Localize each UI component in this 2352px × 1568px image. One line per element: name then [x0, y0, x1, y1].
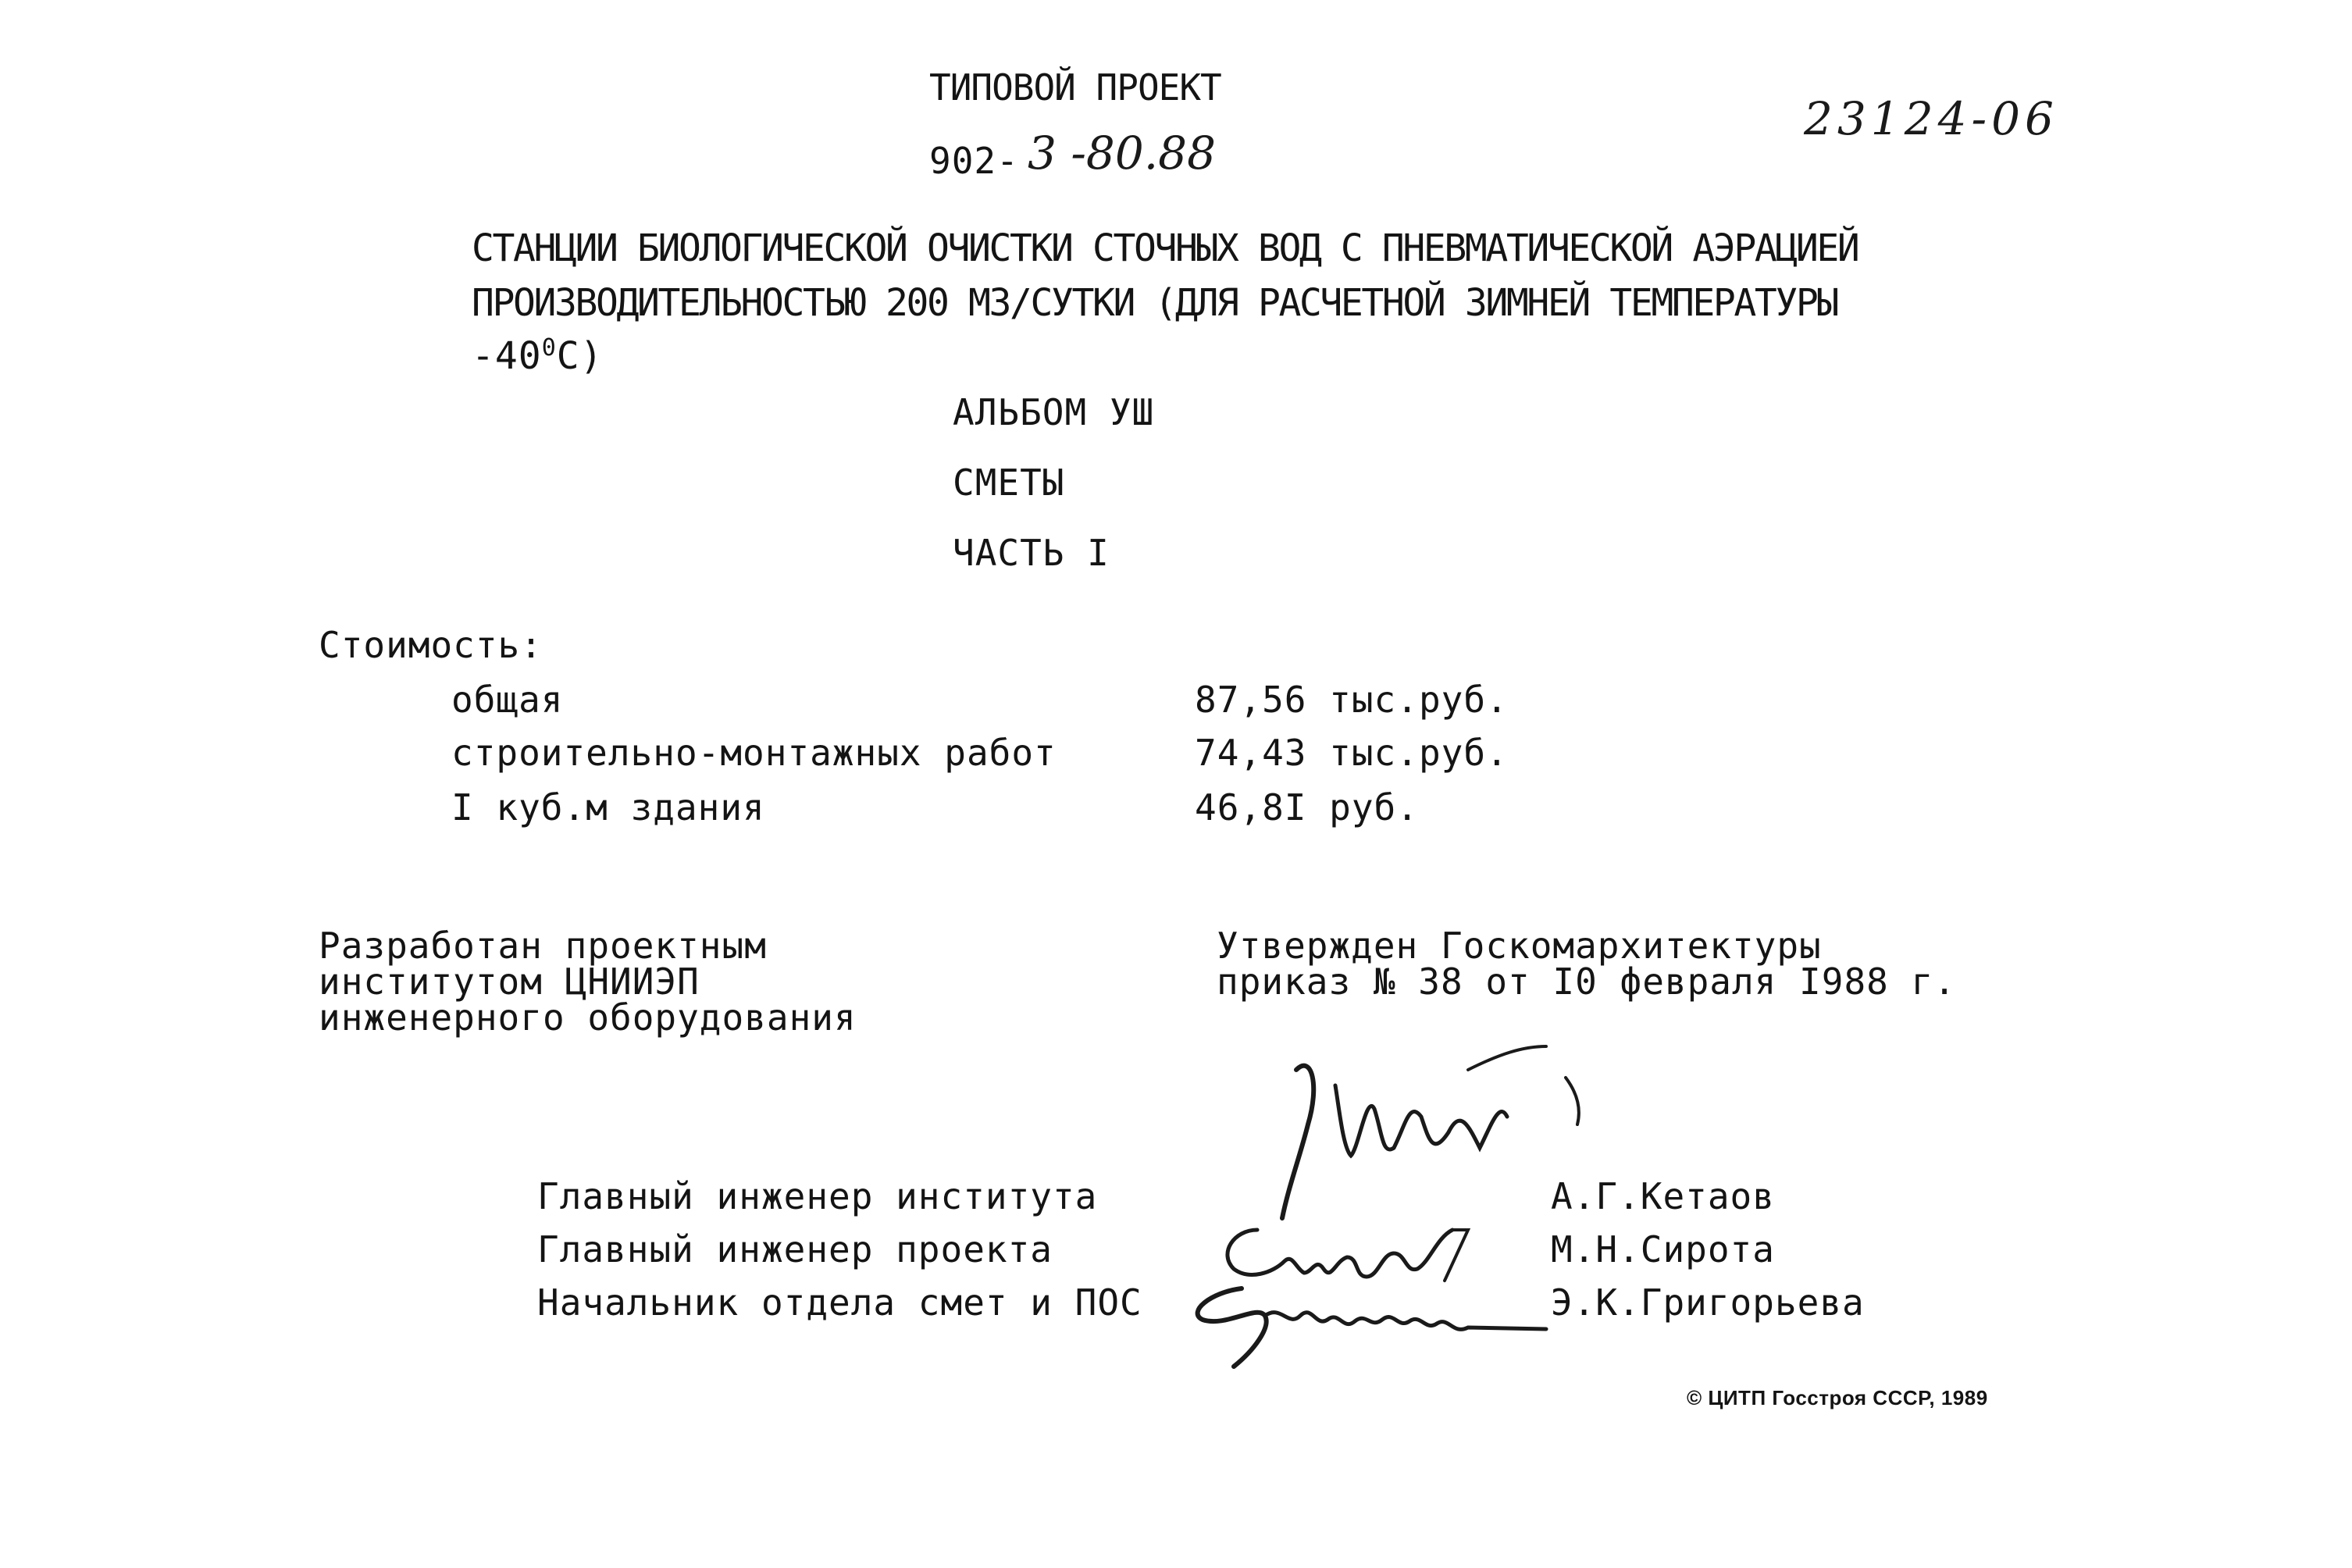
cost-value-per-cubic-meter: 46,8I руб.	[1195, 786, 1419, 829]
developer-line-3: инженерного оборудования	[319, 996, 857, 1039]
approval-line-1: Утвержден Госкомархитектуры	[1217, 925, 1822, 967]
title-line-3	[472, 334, 604, 378]
signatory-role-chief-engineer-institute: Главный инженер института	[537, 1175, 1098, 1217]
cost-label-total: общая	[451, 679, 564, 721]
signatory-name-head-estimates-dept: Э.К.Григорьева	[1551, 1281, 1865, 1324]
cost-heading: Стоимость:	[319, 624, 543, 666]
signature-grigorieva	[1179, 1273, 1554, 1374]
developer-line-1: Разработан проектным	[319, 925, 767, 967]
cost-label-construction: строительно-монтажных работ	[451, 732, 1057, 774]
project-number-prefix: 902-	[929, 140, 1019, 182]
signatory-role-chief-engineer-project: Главный инженер проекта	[537, 1228, 1053, 1270]
project-type: ТИПОВОЙ ПРОЕКТ	[929, 66, 1221, 109]
developer-line-2: институтом ЦНИИЭП	[319, 960, 700, 1003]
project-number-handwritten: 3 -80.88	[1028, 127, 1216, 180]
temperature-unit: С)	[556, 334, 604, 378]
approval-line-2: приказ № 38 от I0 февраля I988 г.	[1217, 960, 1956, 1003]
album-label: АЛЬБОМ УШ	[953, 391, 1155, 433]
temperature-value: -40	[472, 334, 542, 378]
section-label: СМЕТЫ	[953, 461, 1065, 504]
signatory-name-chief-engineer-project: М.Н.Сирота	[1551, 1228, 1775, 1270]
title-line-2: ПРОИЗВОДИТЕЛЬНОСТЬЮ 200 МЗ/СУТКИ (ДЛЯ РАСЧЕТНОЙ ЗИМНЕЙ ТЕМПЕРАТУРЫ	[472, 281, 1837, 325]
copyright-footer: © ЦИТП Госстроя СССР, 1989	[1687, 1386, 1988, 1409]
degree-sign: 0	[541, 334, 557, 362]
signatory-role-head-estimates-dept: Начальник отдела смет и ПОС	[537, 1281, 1142, 1324]
cost-value-total: 87,56 тыс.руб.	[1195, 679, 1509, 721]
signatory-name-chief-engineer-institute: А.Г.Кетаов	[1551, 1175, 1775, 1217]
inventory-number-handwritten: 23124-06	[1804, 92, 2058, 145]
part-label: ЧАСТЬ I	[953, 532, 1110, 574]
cost-label-per-cubic-meter: I куб.м здания	[451, 786, 765, 829]
cost-value-construction: 74,43 тыс.руб.	[1195, 732, 1509, 774]
title-line-1: СТАНЦИИ БИОЛОГИЧЕСКОЙ ОЧИСТКИ СТОЧНЫХ ВОД С ПНЕВМАТИЧЕСКОЙ АЭРАЦИЕЙ	[472, 226, 1858, 270]
